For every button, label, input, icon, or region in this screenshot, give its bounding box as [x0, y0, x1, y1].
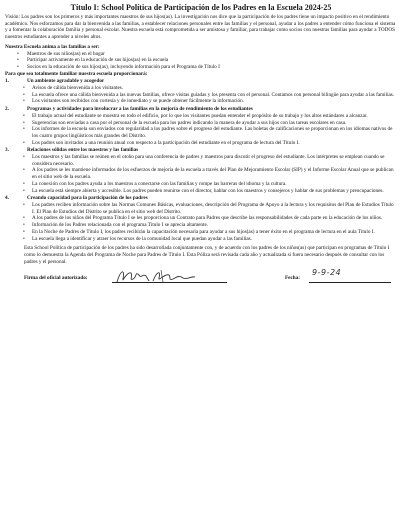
section-title: Relaciones sólidas entre los maestros y las familias	[27, 147, 139, 154]
section-number: 4.	[5, 195, 9, 202]
encourage-item: • Participar activamente en la educación de sus hijos(as) en la escuela	[27, 57, 397, 64]
date-label: Fecha:	[285, 275, 300, 282]
section-item: • Los padres son invitados a una reunión anual con respecto a la participación del estudiante en el programa de lectura del Título I.	[32, 140, 397, 147]
section-item: • En la Noche de Padres de Título I, los padres recibirán la capacitación necesaria para ayudar a sus hijos(as) a tener éxito en el programa de lectura en el aula Título I.	[32, 229, 397, 236]
section-list	[5, 113, 397, 147]
section-heading	[5, 78, 397, 85]
section-item: • A los padres se les mantiene informados de los esfuerzos de mejoría de la escuela a través del Plan de Mejoramiento Escolar (SIP) y el Informe Escolar Anual que se publican en el sitio web de la escuela.	[32, 167, 397, 180]
vision-paragraph: Visión: Los padres son los primeros y más importantes maestros de sus hijos(as). La investigación nos dice que la participación de los padres tiene un impacto positivo en el rendimiento académico. Nos esforzamos para dar la bienvenida a las familias, a establecer relaciones personales entre las familias y el personal, ayudar a los padres a entender cómo funciona el sistema y a fomentar la colaboración familia y personal escolar. Nuestra escuela está comprometida a ser amistosa y familiar, para trabajar como socios con nuestras familias para ayudar a TODOS nuestros estudiantes a aprender a niveles altos.	[5, 14, 396, 41]
section-item: • Sugerencias son enviadas a casa por el personal de la escuela para los padres indicando la manera de ayudar a sus hijos con las tareas escolares en casa.	[32, 120, 397, 127]
signature-line	[112, 282, 227, 283]
signature-label: Firma del oficial autorizado:	[24, 275, 88, 282]
section-item: • Los padres reciben información sobre las Normas Comunes Básicas, evaluaciones, descripción del Programa de Apoyo a la lectura y los requisitos del Plan de Estudios Título I. El Plan de Estudios del Distrito se publica en el sitio web del Distrito.	[32, 202, 397, 215]
date-value: 9-9-24	[312, 268, 342, 278]
closing-paragraph: Esta School Política de participación de los padres ha sido desarrollada conjuntamente con, y de acuerdo con los padres de los niños(as) que participan en programas de Título I como lo demuestra la Agenda del Programa de Noche para Padres de Título I. Esta Póliza será revisada cada año y actualizada si fuera necesario después de consultar con los padres y el personal.	[24, 245, 390, 265]
encourage-list	[5, 51, 397, 71]
signature-row	[24, 270, 397, 284]
section-list	[5, 154, 397, 194]
section-title: Programas y actividades para involucrar a las familias en la mejoría de rendimiento de los estudiantes	[27, 106, 253, 113]
section-item: • El trabajo actual del estudiante se muestra en todo el edificio, por lo que los visitantes puedan entender el propósito de su trabajo y los altos estándares a alcanzar.	[32, 113, 397, 120]
section-list	[5, 202, 397, 242]
section-heading	[5, 106, 397, 113]
section-number: 2.	[5, 106, 9, 113]
section-item: • La escuela llega a identificar y atraer los recursos de la comunidad local que puedan ayudar a las familias.	[32, 236, 397, 243]
section-item: • A los padres de los niños del Programa Título I se les proporciona un Contrato para Padres que describe las responsabilidades de cada parte en la educación de los niños.	[32, 215, 397, 222]
section-title: Un ambiente agradable y acogedor	[27, 78, 105, 85]
encourage-item: • Maestros de sus niños(as) en el hogar	[27, 51, 397, 58]
section-list	[5, 85, 397, 105]
section-item: • La conexión con los padres ayuda a los maestros a conectarse con las familias y rompe las barreras del idioma y la cultura.	[32, 181, 397, 188]
section-number: 1.	[5, 78, 9, 85]
section-item: • Avisos de cálida bienvenida a los visitantes.	[32, 85, 397, 92]
encourage-item: • Socios en la educación de sus hijos(as), incluyendo información para el Programa de Título I	[27, 64, 397, 71]
section-title: Creando capacidad para la participación de los padres	[27, 195, 148, 202]
date-line	[309, 282, 391, 283]
section-item: • Los informes de la escuela son enviados con regularidad a los padres sobre el progreso del estudiante. Las boletas de calificaciones se proporcionan en los idiomas nativos de los cuatro grupos lingüísticos más grandes del Distrito.	[32, 126, 397, 139]
section-item: • La escuela ofrece una cálida bienvenida a las nuevas familias, ofrece visitas guiadas y los presenta con el personal. Contamos con personal bilingüe para ayudar a las familias.	[32, 92, 397, 99]
section-item: • Información de los Padres relacionada con el programa Título I se aprecia altamente.	[32, 222, 397, 229]
provide-heading: Para que sea totalmente familiar nuestra escuela proporcionará:	[5, 70, 148, 77]
document-title: Título I: School Política de Participación de los Padres en la Escuela 2024-25	[70, 3, 332, 12]
section-item: • Los maestros y las familias se reúnen en el otoño para una conferencia de padres y maestros para discutir el progreso del estudiante. Los intérpretes se emplean cuando se considera necesario.	[32, 154, 397, 167]
section-number: 3.	[5, 147, 9, 154]
section-heading	[5, 195, 397, 202]
encourage-heading: Nuestra Escuela anima a las familias a ser:	[5, 43, 100, 50]
section-item: • La escuela está siempre abierta y accesible. Los padres pueden reunirse con el director, hablar con los maestros y consejeros y hablar de sus problemas y preocupaciones.	[32, 188, 397, 195]
section-item: • Los visitantes son recibidos con cortesía y de inmediato y se puede obtener fácilmente la información.	[32, 98, 397, 105]
